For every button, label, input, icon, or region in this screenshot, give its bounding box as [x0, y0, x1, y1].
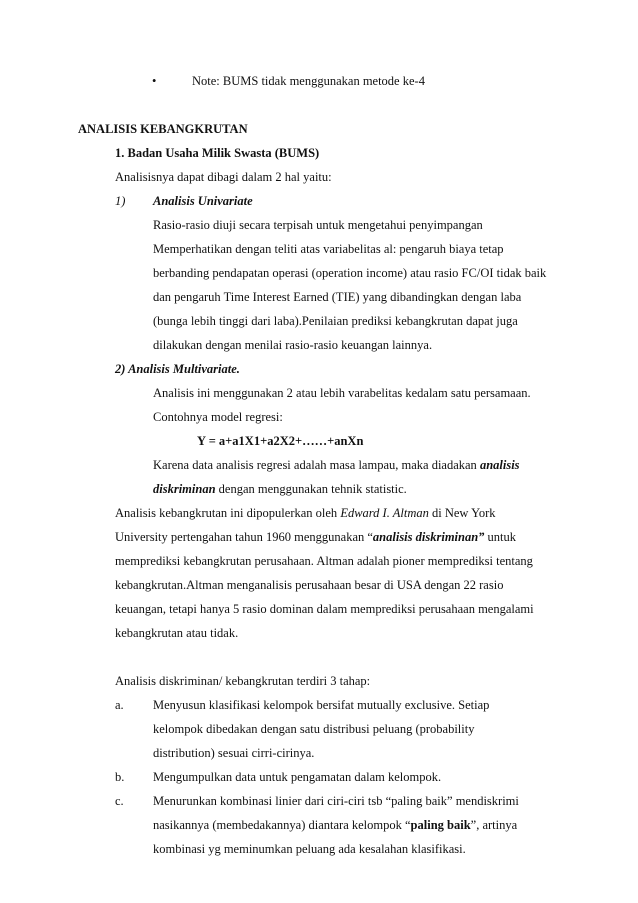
subheading: 1. Badan Usaha Milik Swasta (BUMS): [115, 146, 320, 160]
item1-line: dilakukan dengan menilai rasio-rasio keuangan lainnya.: [153, 338, 433, 352]
step-c-line: nasikannya (membedakannya) diantara kelompok “paling baik”, artinya: [153, 818, 518, 832]
step-b-label: b.: [115, 770, 125, 784]
paragraph-line: University pertengahan tahun 1960 menggunakan “analisis diskriminan” untuk: [115, 530, 517, 544]
item1-line: Memperhatikan dengan teliti atas variabelitas al: pengaruh biaya tetap: [153, 242, 504, 256]
step-a-label: a.: [115, 698, 124, 712]
paragraph-line: kebangkrutan.Altman menganalisis perusahaan besar di USA dengan 22 rasio: [115, 578, 504, 592]
item1-number: 1): [115, 194, 126, 208]
item2-line: diskriminan dengan menggunakan tehnik statistic.: [153, 482, 407, 496]
step-a-line: Menyusun klasifikasi kelompok bersifat mutually exclusive. Setiap: [153, 698, 490, 712]
step-a-line: kelompok dibedakan dengan satu distribusi peluang (probability: [153, 722, 475, 736]
item2-title: 2) Analisis Multivariate.: [115, 362, 240, 376]
step-a-line: distribution) sesuai cirri-cirinya.: [153, 746, 315, 760]
step-c-label: c.: [115, 794, 124, 808]
step-c-line: Menurunkan kombinasi linier dari ciri-ciri tsb “paling baik” mendiskrimi: [153, 794, 519, 808]
section-heading: ANALISIS KEBANGKRUTAN: [78, 122, 248, 136]
note-text: Note: BUMS tidak menggunakan metode ke-4: [192, 74, 425, 88]
item1-line: dan pengaruh Time Interest Earned (TIE) yang dibandingkan dengan laba: [153, 290, 522, 304]
item1-line: Rasio-rasio diuji secara terpisah untuk mengetahui penyimpangan: [153, 218, 483, 232]
item2-line: Analisis ini menggunakan 2 atau lebih varabelitas kedalam satu persamaan.: [153, 386, 531, 400]
note-bullet: •: [152, 74, 157, 88]
disc-intro: Analisis diskriminan/ kebangkrutan terdiri 3 tahap:: [115, 674, 371, 688]
paragraph-line: kebangkrutan atau tidak.: [115, 626, 239, 640]
step-c-line: kombinasi yg meminumkan peluang ada kesalahan klasifikasi.: [153, 842, 466, 856]
paragraph-line: keuangan, tetapi hanya 5 rasio dominan dalam memprediksi perusahaan mengalami: [115, 602, 534, 616]
item1-title: Analisis Univariate: [153, 194, 253, 208]
paragraph-line: memprediksi kebangkrutan perusahaan. Altman adalah pioner memprediksi tentang: [115, 554, 533, 568]
intro-text: Analisisnya dapat dibagi dalam 2 hal yaitu:: [115, 170, 332, 184]
item1-line: berbanding pendapatan operasi (operation income) atau rasio FC/OI tidak baik: [153, 266, 547, 280]
regression-formula: Y = a+a1X1+a2X2+……+anXn: [197, 434, 364, 448]
item2-line: Contohnya model regresi:: [153, 410, 283, 424]
item2-line: Karena data analisis regresi adalah masa lampau, maka diadakan analisis: [153, 458, 520, 472]
paragraph-line: Analisis kebangkrutan ini dipopulerkan oleh Edward I. Altman di New York: [115, 506, 496, 520]
item1-line: (bunga lebih tinggi dari laba).Penilaian prediksi kebangkrutan dapat juga: [153, 314, 518, 328]
step-b-line: Mengumpulkan data untuk pengamatan dalam kelompok.: [153, 770, 442, 784]
